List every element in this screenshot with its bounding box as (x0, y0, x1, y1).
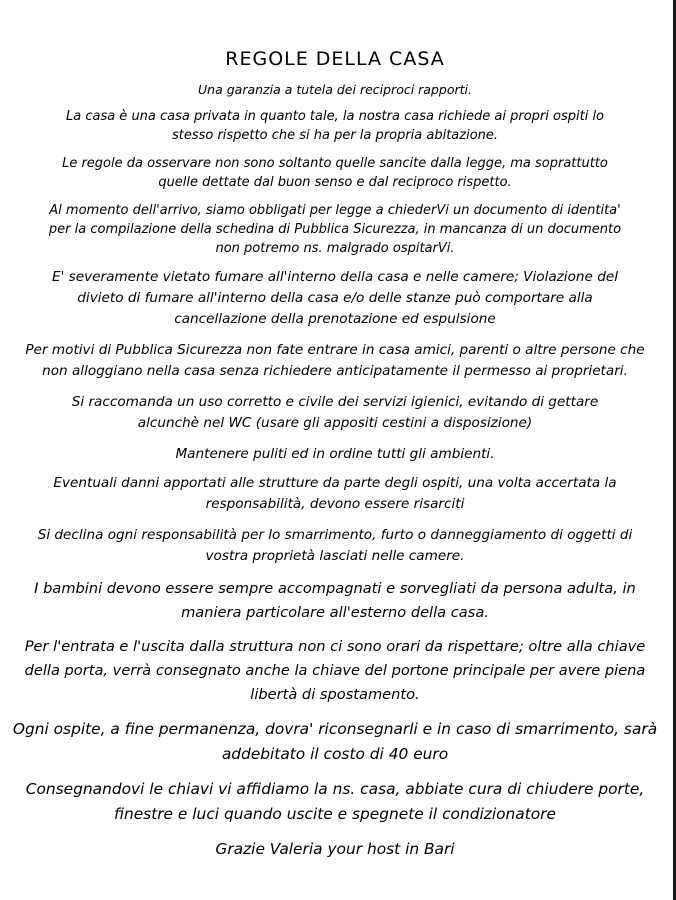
document-subtitle: Una garanzia a tutela dei reciproci rapporti. (198, 82, 472, 97)
rule-no-smoking: E' severamente vietato fumare all'interno della casa e nelle camere; Violazione del divieto di fumare all'interno della casa e/o delle stanze può comportare alla cancellazione della prenotazione ed espulsione (52, 269, 618, 327)
document-title: REGOLE DELLA CASA (225, 48, 445, 70)
rule-good-sense: Le regole da osservare non sono soltanto quelle sancite dalla legge, ma soprattutto quelle dettate dal buon senso e dal reciproco rispetto. (62, 156, 608, 190)
rule-liability: Si declina ogni responsabilità per lo smarrimento, furto o danneggiamento di oggetti di vostra proprietà lasciati nelle camere. (37, 527, 633, 564)
rule-return-keys: Ogni ospite, a fine permanenza, dovra' riconsegnarli e in caso di smarrimento, sarà addebitato il costo di 40 euro (12, 720, 658, 763)
rule-damages: Eventuali danni apportati alle strutture da parte degli ospiti, una volta accertata la responsabilità, devono essere risarciti (53, 475, 617, 512)
rule-private-house: La casa è una casa privata in quanto tale, la nostra casa richiede ai propri ospiti lo stesso rispetto che si ha per la propria abitazione. (65, 109, 605, 143)
closing-signature: Grazie Valeria your host in Bari (215, 840, 455, 858)
rule-keep-clean: Mantenere puliti ed in ordine tutti gli ambienti. (175, 446, 495, 462)
rule-children: I bambini devono essere sempre accompagnati e sorvegliati da persona adulta, in maniera particolare all'esterno della casa. (34, 580, 636, 621)
rule-entry-exit-keys: Per l'entrata e l'uscita dalla struttura non ci sono orari da rispettare; oltre alla chiave della porta, verrà consegnato anche la chiave del portone principale per avere piena libertà di spostamento. (24, 638, 646, 703)
rule-identity-document: Al momento dell'arrivo, siamo obbligati per legge a chiederVi un documento di identita' per la compilazione della schedina di Pubblica Sicurezza, in mancanza di un documento non potremo ns. malgrado ospitarVi. (48, 203, 622, 256)
rule-close-house: Consegnandovi le chiavi vi affidiamo la ns. casa, abbiate cura di chiudere porte, finestre e luci quando uscite e spegnete il condizionatore (25, 780, 645, 823)
rule-no-guests: Per motivi di Pubblica Sicurezza non fate entrare in casa amici, parenti o altre persone che non alloggiano nella casa senza richiedere anticipatamente il permesso ai proprietari. (25, 342, 645, 379)
house-rules-document (10, 48, 660, 862)
rule-bathroom-use: Si raccomanda un uso corretto e civile dei servizi igienici, evitando di gettare alcunchè nel WC (usare gli appositi cestini a disposizione) (71, 394, 599, 431)
